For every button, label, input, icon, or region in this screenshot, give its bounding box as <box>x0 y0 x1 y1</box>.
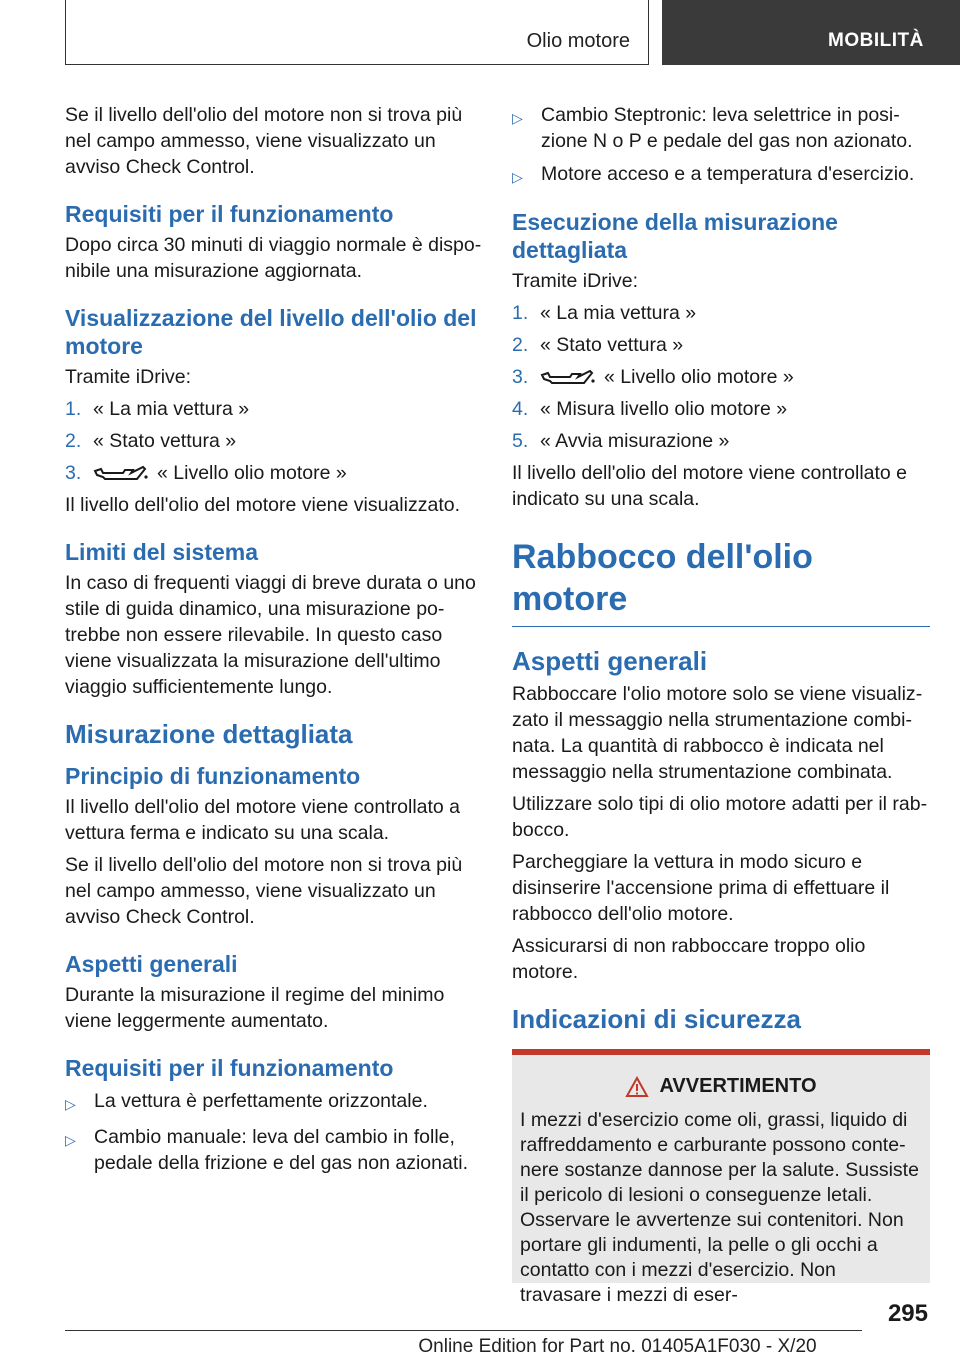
heading-execution: Esecuzione della misurazione dettagliata <box>512 209 838 263</box>
principle-paragraph-1: Il livello dell'olio del motore viene controllato a vettura ferma e indicato su una scala. <box>65 796 461 844</box>
warning-title: AVVERTIMENTO <box>659 1075 817 1097</box>
displayed-paragraph: Il livello dell'olio del motore viene visualizzato. <box>65 494 460 516</box>
principle-paragraph-2: Se il livello dell'olio del motore non si trova più nel campo ammesso, viene visualizzato un avviso Check Control. <box>65 854 463 928</box>
heading-general: Aspetti generali <box>65 951 238 977</box>
display-steps <box>65 396 485 486</box>
list-item <box>512 428 930 454</box>
heading-limits: Limiti del sistema <box>65 539 259 565</box>
triangle-bullet-icon: ▷ <box>512 110 523 126</box>
step-number: 1. <box>512 302 529 324</box>
heading-requirements: Requisiti per il funzionamento <box>65 201 394 227</box>
left-column <box>65 102 485 1183</box>
checked-paragraph: Il livello dell'olio del motore viene controllato e indicato su una scala. <box>512 462 908 510</box>
list-item <box>512 396 930 422</box>
bullet-text: Motore acceso e a temperatura d'esercizio. <box>541 163 915 185</box>
general-paragraph: Durante la misurazione il regime del minimo viene leggermente aumentato. <box>65 984 445 1032</box>
triangle-bullet-icon: ▷ <box>65 1132 76 1148</box>
list-item <box>512 161 930 190</box>
warning-box <box>512 1049 930 1306</box>
list-item <box>512 364 930 390</box>
warning-text: I mezzi d'esercizio come oli, grassi, liquido di raffreddamento e carburante possono contenere sostanze dannose per la salute. Sussiste il pericolo di lesioni o conseguenze letali. Osservare le avvertenze sui contenitori. Non portare gli indumenti, la pelle o gli occhi a contatto con i mezzi d'esercizio. Non travasare i mezzi di eser- <box>520 1109 919 1306</box>
heading-general: Aspetti generali <box>512 646 708 676</box>
step-text: « Stato vettura » <box>540 334 684 356</box>
step-text: « Livello olio motore » <box>157 462 347 484</box>
requirements-list <box>65 1088 485 1176</box>
step-number: 2. <box>512 334 529 356</box>
chapter-tab <box>662 0 960 65</box>
general-paragraph-4: Assicurarsi di non rabboccare troppo olio motore. <box>512 935 866 983</box>
section-title: Olio motore <box>526 30 630 52</box>
footer-edition: Online Edition for Part no. 01405A1F030 - X/20 <box>418 1336 817 1357</box>
heading-display-level: Visualizzazione del livello dell'olio del motore <box>65 305 477 359</box>
list-item <box>512 332 930 358</box>
step-number: 3. <box>512 366 529 388</box>
execution-steps <box>512 300 930 454</box>
triangle-bullet-icon: ▷ <box>512 169 523 185</box>
list-item <box>65 396 485 422</box>
via-idrive: Tramite iDrive: <box>512 270 639 292</box>
via-idrive: Tramite iDrive: <box>65 366 192 388</box>
intro-paragraph: Se il livello dell'olio del motore non si trova più nel campo ammesso, viene visualizzato un avviso Check Control. <box>65 104 463 178</box>
right-column <box>512 102 930 1306</box>
general-paragraph-1: Rabboccare l'olio motore solo se viene visualizzato il messaggio nella strumentazione combinata. La quantità di rabbocco è indicata nel messaggio nella strumentazione combinata. <box>512 683 923 783</box>
heading-safety: Indicazioni di sicurezza <box>512 1004 801 1034</box>
limits-paragraph: In caso di frequenti viaggi di breve durata o uno stile di guida dinamico, una misurazione potrebbe non essere rilevabile. In questo caso viene visualizzata la misurazione dell'ultimo viaggio sufficientemente lungo. <box>65 572 476 698</box>
list-item <box>65 1088 485 1117</box>
list-item <box>65 460 485 486</box>
step-text: « Livello olio motore » <box>604 366 794 388</box>
list-item <box>512 300 930 326</box>
step-number: 1. <box>65 398 82 420</box>
step-number: 4. <box>512 398 529 420</box>
bullet-text: La vettura è perfettamente orizzontale. <box>94 1090 428 1112</box>
step-text: « La mia vettura » <box>540 302 697 324</box>
oil-can-icon <box>93 463 149 485</box>
page-number: 295 <box>887 1300 928 1327</box>
footer-divider <box>65 1330 862 1331</box>
step-number: 5. <box>512 430 529 452</box>
step-text: « Avvia misurazione » <box>540 430 730 452</box>
triangle-bullet-icon: ▷ <box>65 1096 76 1112</box>
warning-header <box>520 1075 922 1098</box>
oil-can-icon <box>540 367 596 389</box>
chapter-title: MOBILITÀ <box>828 30 924 51</box>
requirements-paragraph: Dopo circa 30 minuti di viaggio normale è disponibile una misurazione aggiornata. <box>65 234 482 282</box>
bullet-text: Cambio Steptronic: leva selettrice in posizione N o P e pedale del gas non azionato. <box>541 104 913 152</box>
step-text: « La mia vettura » <box>93 398 250 420</box>
heading-principle: Principio di funzionamento <box>65 763 361 789</box>
heading-requirements-2: Requisiti per il funzionamento <box>65 1055 394 1081</box>
requirements-list-cont <box>512 102 930 190</box>
step-text: « Misura livello olio motore » <box>540 398 788 420</box>
bullet-text: Cambio manuale: leva del cambio in folle, pedale della frizione e del gas non azionati. <box>94 1126 469 1174</box>
step-text: « Stato vettura » <box>93 430 237 452</box>
step-number: 2. <box>65 430 82 452</box>
heading-detailed-measurement: Misurazione dettagliata <box>65 719 353 749</box>
general-paragraph-3: Parcheggiare la vettura in modo sicuro e disinserire l'accensione prima di effettuare il rabbocco dell'olio motore. <box>512 851 890 925</box>
list-item <box>65 1124 485 1176</box>
list-item <box>65 428 485 454</box>
step-number: 3. <box>65 462 82 484</box>
warning-triangle-icon <box>625 1076 649 1098</box>
heading-topup: Rabbocco dell'olio motore <box>512 536 930 627</box>
list-item <box>512 102 930 154</box>
general-paragraph-2: Utilizzare solo tipi di olio motore adatti per il rabbocco. <box>512 793 928 841</box>
